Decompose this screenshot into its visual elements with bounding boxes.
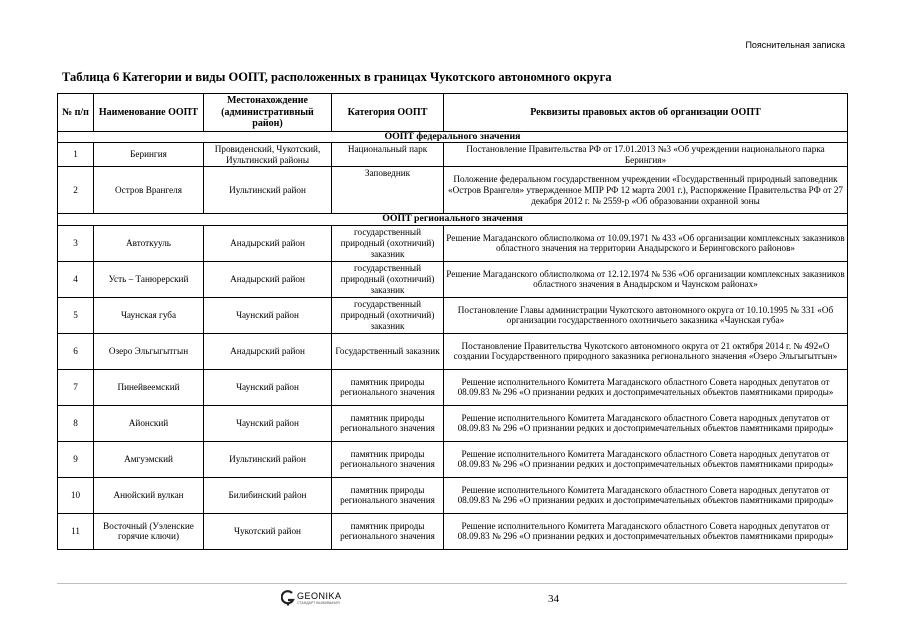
- row-number: 3: [58, 225, 94, 261]
- running-header: Пояснительная записка: [745, 40, 845, 50]
- col-name-header: Наименование ООПТ: [94, 94, 204, 132]
- table-row: [58, 143, 848, 167]
- table-row: [58, 297, 848, 333]
- row-acts: Решение исполнительного Комитета Магаданского областного Совета народных депутатов от 08.09.83 № 296 «О признании редких и достопримечательных объектов памятниками природы»: [444, 369, 848, 405]
- row-number: 1: [58, 143, 94, 167]
- row-name: Берингия: [94, 143, 204, 167]
- row-name: Усть – Танюрерский: [94, 261, 204, 297]
- row-name: Амгуэмский: [94, 441, 204, 477]
- row-location: Анадырский район: [204, 333, 332, 369]
- table-row: [58, 369, 848, 405]
- row-category: государственный природный (охотничий) заказник: [332, 297, 444, 333]
- row-acts: Решение исполнительного Комитета Магаданского областного Совета народных депутатов от 08.09.83 № 296 «О признании редких и достопримечательных объектов памятниками природы»: [444, 477, 848, 513]
- table-row: [58, 477, 848, 513]
- row-number: 8: [58, 405, 94, 441]
- row-number: 2: [58, 167, 94, 214]
- table-title: Таблица 6 Категории и виды ООПТ, расположенных в границах Чукотского автономного округа: [62, 70, 612, 84]
- row-location: Чаунский район: [204, 297, 332, 333]
- row-name: Айонский: [94, 405, 204, 441]
- row-location: Иультинский район: [204, 167, 332, 214]
- row-number: 6: [58, 333, 94, 369]
- table-row: [58, 333, 848, 369]
- row-acts: Постановление Главы администрации Чукотского автономного округа от 10.10.1995 № 331 «Об организации государственного охотничьего заказника «Чаунская губа»: [444, 297, 848, 333]
- page-number: 34: [548, 593, 559, 605]
- table-row: [58, 167, 848, 214]
- row-category: памятник природы регионального значения: [332, 477, 444, 513]
- row-location: Иультинский район: [204, 441, 332, 477]
- row-location: Чаунский район: [204, 369, 332, 405]
- row-location: Анадырский район: [204, 261, 332, 297]
- oopt-table: [57, 93, 848, 550]
- logo-subtitle: СТАНДАРТ ВЫЖИВАНИЯ: [297, 601, 340, 605]
- row-name: Восточный (Уэленские горячие ключи): [94, 513, 204, 549]
- row-acts: Постановление Правительства РФ от 17.01.2013 №3 «Об учреждении национального парка Берингия»: [444, 143, 848, 167]
- section-row: [58, 131, 848, 143]
- row-number: 7: [58, 369, 94, 405]
- col-category-header: Категория ООПТ: [332, 94, 444, 132]
- section-regional: ООПТ регионального значения: [58, 214, 848, 226]
- row-category: Заповедник: [332, 167, 444, 214]
- row-category: Государственный заказник: [332, 333, 444, 369]
- row-acts: Постановление Правительства Чукотского автономного округа от 21 октября 2014 г. № 492«О создании Государственного природного заказника регионального значения «Озеро Эльгыгытгын»: [444, 333, 848, 369]
- row-category: государственный природный (охотничий) заказник: [332, 225, 444, 261]
- header-row: [58, 94, 848, 132]
- row-number: 5: [58, 297, 94, 333]
- footer-logo: [281, 590, 342, 606]
- footer-divider: [57, 583, 847, 584]
- col-acts-header: Реквизиты правовых актов об организации ООПТ: [444, 94, 848, 132]
- row-acts: Решение исполнительного Комитета Магаданского областного Совета народных депутатов от 08.09.83 № 296 «О признании редких и достопримечательных объектов памятниками природы»: [444, 405, 848, 441]
- row-number: 10: [58, 477, 94, 513]
- row-category: памятник природы регионального значения: [332, 405, 444, 441]
- logo-text: GEONIKA: [297, 591, 342, 601]
- row-acts: Решение Магаданского облисполкома от 10.09.1971 № 433 «Об организации комплексных заказников областного значения на территории Анадырского и Беринговского районов»: [444, 225, 848, 261]
- row-category: Национальный парк: [332, 143, 444, 167]
- row-location: Анадырский район: [204, 225, 332, 261]
- row-location: Провиденский, Чукотский, Иультинский районы: [204, 143, 332, 167]
- row-name: Озеро Эльгыгытгын: [94, 333, 204, 369]
- row-name: Чаунская губа: [94, 297, 204, 333]
- row-location: Билибинский район: [204, 477, 332, 513]
- row-acts: Решение исполнительного Комитета Магаданского областного Совета народных депутатов от 08.09.83 № 296 «О признании редких и достопримечательных объектов памятниками природы»: [444, 513, 848, 549]
- col-number-header: № п/п: [58, 94, 94, 132]
- table-row: [58, 225, 848, 261]
- row-location: Чукотский район: [204, 513, 332, 549]
- table-row: [58, 441, 848, 477]
- row-acts: Решение исполнительного Комитета Магаданского областного Совета народных депутатов от 08.09.83 № 296 «О признании редких и достопримечательных объектов памятниками природы»: [444, 441, 848, 477]
- row-name: Автоткууль: [94, 225, 204, 261]
- section-federal: ООПТ федерального значения: [58, 131, 848, 143]
- table-row: [58, 261, 848, 297]
- table-row: [58, 405, 848, 441]
- row-name: Пинейвеемский: [94, 369, 204, 405]
- row-number: 9: [58, 441, 94, 477]
- row-location: Чаунский район: [204, 405, 332, 441]
- row-acts: Решение Магаданского облисполкома от 12.12.1974 № 536 «Об организации комплексных заказников областного значения в Анадырском и Чаунском районах»: [444, 261, 848, 297]
- row-acts: Положение федеральном государственном учреждении «Государственный природный заповедник «Остров Врангеля» утвержденное МПР РФ 12 марта 2001 г.), Распоряжение Правительства РФ от 27 декабря 2012 г. № 2559-р «Об образовании охранной зоны: [444, 167, 848, 214]
- row-category: памятник природы регионального значения: [332, 369, 444, 405]
- table-row: [58, 513, 848, 549]
- row-category: памятник природы регионального значения: [332, 441, 444, 477]
- row-name: Остров Врангеля: [94, 167, 204, 214]
- col-location-header: Местонахождение (административный район): [204, 94, 332, 132]
- geonika-logo-icon: [281, 590, 295, 606]
- row-number: 4: [58, 261, 94, 297]
- row-category: памятник природы регионального значения: [332, 513, 444, 549]
- section-row: [58, 214, 848, 226]
- row-number: 11: [58, 513, 94, 549]
- row-name: Анюйский вулкан: [94, 477, 204, 513]
- row-category: государственный природный (охотничий) заказник: [332, 261, 444, 297]
